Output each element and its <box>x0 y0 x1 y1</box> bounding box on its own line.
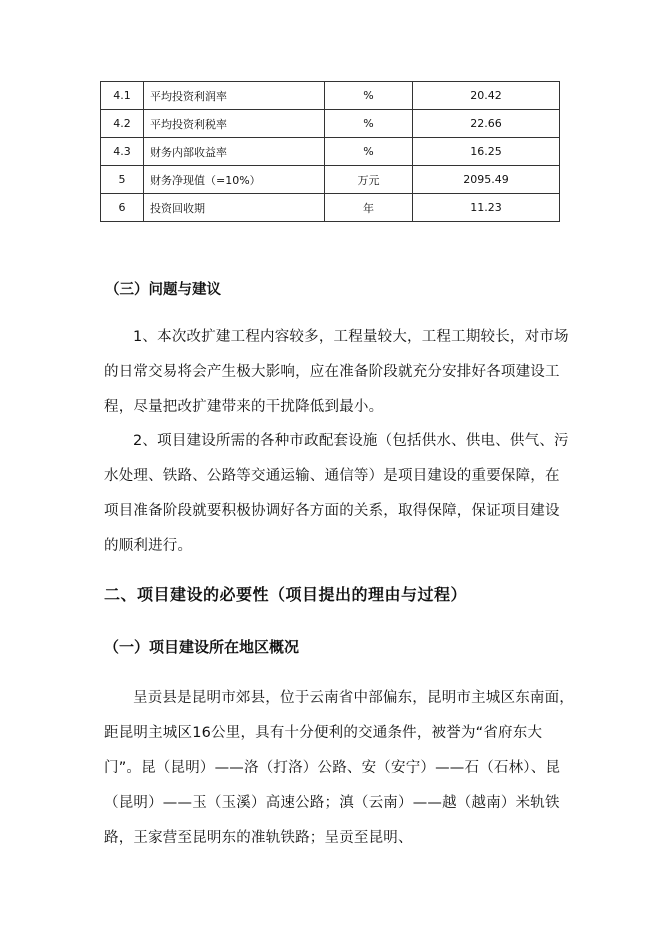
row-value: 11.23 <box>413 194 560 222</box>
table-body <box>101 82 560 222</box>
section-heading-necessity: 二、项目建设的必要性（项目提出的理由与过程） <box>104 585 468 604</box>
row-value: 22.66 <box>413 110 560 138</box>
paragraph-region-overview: 呈贡县是昆明市郊县，位于云南省中部偏东，昆明市主城区东南面，距昆明主城区16公里，具有十分便利的交通条件，被誉为“省府东大门”。昆（昆明）——洛（打洛）公路、安（安宁）——石（石林）、昆（昆明）——玉（玉溪）高速公路；滇（云南）——越（越南）米轨铁路，王家营至昆明东的准轨铁路；呈贡至昆明、 <box>104 690 574 846</box>
table-row <box>101 82 560 110</box>
row-name: 投资回收期 <box>144 194 325 222</box>
row-index: 4.1 <box>101 82 144 110</box>
table-row <box>101 194 560 222</box>
paragraph-1: 1、本次改扩建工程内容较多，工程量较大，工程工期较长，对市场的日常交易将会产生极大影响，应在准备阶段就充分安排好各项建设工程，尽量把改扩建带来的干扰降低到最小。 <box>104 329 569 415</box>
row-unit: % <box>325 110 413 138</box>
row-value: 16.25 <box>413 138 560 166</box>
row-unit: % <box>325 82 413 110</box>
row-unit: % <box>325 138 413 166</box>
row-index: 6 <box>101 194 144 222</box>
row-name: 平均投资利税率 <box>144 110 325 138</box>
table-row <box>101 138 560 166</box>
row-index: 5 <box>101 166 144 194</box>
row-name: 财务内部收益率 <box>144 138 325 166</box>
table-row <box>101 110 560 138</box>
row-unit: 万元 <box>325 166 413 194</box>
row-name: 平均投资利润率 <box>144 82 325 110</box>
row-value: 20.42 <box>413 82 560 110</box>
financial-indicators-table <box>100 81 560 222</box>
row-unit: 年 <box>325 194 413 222</box>
row-index: 4.3 <box>101 138 144 166</box>
subsection-heading-overview: （一）项目建设所在地区概况 <box>104 638 300 656</box>
row-name: 财务净现值（=10%） <box>144 166 325 194</box>
row-value: 2095.49 <box>413 166 560 194</box>
table-row <box>101 166 560 194</box>
section-heading-problems: （三）问题与建议 <box>105 282 221 298</box>
row-index: 4.2 <box>101 110 144 138</box>
paragraph-2: 2、项目建设所需的各种市政配套设施（包括供水、供电、供气、污水处理、铁路、公路等交通运输、通信等）是项目建设的重要保障，在项目准备阶段就要积极协调好各方面的关系，取得保障，保证项目建设的顺利进行。 <box>104 433 569 554</box>
